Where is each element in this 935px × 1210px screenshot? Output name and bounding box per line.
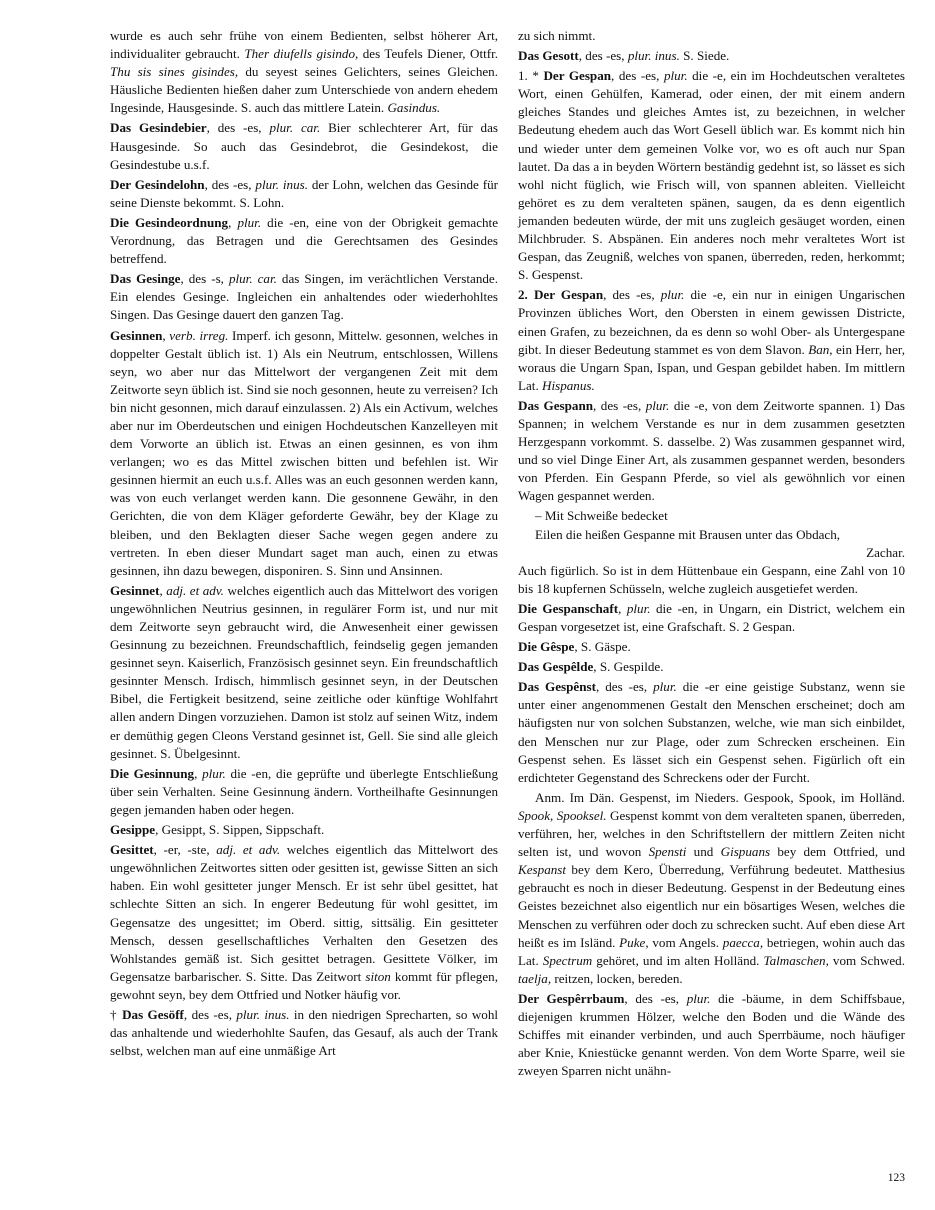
headword: Die Gesinnung (110, 765, 195, 781)
entry-gesperrbaum (518, 990, 905, 1080)
text-run: , S. Gäspe. (574, 639, 631, 655)
entry-gespann-figurative (518, 562, 905, 598)
text-run: , des -es, (578, 48, 628, 64)
entry-gesindelohn (110, 176, 498, 212)
left-column (110, 27, 498, 1062)
text-run: , S. Gespilde. (593, 659, 664, 675)
headword: Gesinnet (110, 582, 160, 598)
headword: Der Gesindelohn (110, 176, 205, 192)
text-run: , des -es, (603, 287, 661, 303)
text-run: † (110, 1006, 123, 1022)
entry-gespenst (518, 678, 905, 787)
verse-source: Zachar. (866, 544, 905, 560)
text-run: , (618, 600, 627, 616)
text-run: die -er eine geistige Substanz, wenn sie unter einer angenommenen Gestalt den Menschen erscheinet; doch am häufigsten nur von solchen Substanzen, welche, wie man sich einbildet, den Menschen nur zur Plage, oder zum Schrecken erscheinen. Ein Gespenst sehen. Es lässet sich ein Gespenst sehen. Figürlich oft ein erdichteter Gegenstand des Schreckens oder der Furcht. (518, 679, 906, 785)
italic-term: Talmaschen, (763, 952, 829, 968)
entry-gesittet (110, 841, 498, 1004)
text-run: , -er, -ste, (153, 842, 217, 858)
text-run: die -e, ein nur in einigen Ungarischen Provinzen übliches Wort, den Obersten in einem gewissen Districte, einen Grafen, zu bezeichnen, da es denn so wohl Ober- als Untergespane gibt. In dieser Bedeutung stammet es von dem Slavon. (518, 287, 905, 357)
italic-term: siton (365, 968, 391, 984)
headword: Das Gespênst (518, 679, 596, 695)
text-run: welches eigentlich auch das Mittelwort des vorigen ungewöhnlichen Neutrius gesinnen, in regulärer Form ist, und nur mit dem Zeitworte seyn gebraucht wird, die Anwesenheit einer gewissen Gesinnung zu bezeichnen. Freundschaftlich, feindselig gegen jemanden gesinnet seyn. Kaiserlich, Französisch gesinnet seyn. Ein freundschaftlich gesinnter Mensch. Irdisch, himmlisch gesinnet seyn, in der Deutschen Bibel, die Fertigkeit besitzend, seine zeitliche oder künftige Wohlfahrt allen andern Dingen vorzuziehen. Damon ist stolz auf seinen Witz, indem er demüthig gegen Cleons Verstand gesinnet ist, Gell. Sie sind alle gleich gesinnet. S. Übelgesinnt. (110, 582, 499, 761)
headword: Das Gespann (518, 397, 594, 413)
text-run: , des -es, (593, 397, 646, 413)
text-run: die -en, eine von der Obrigkeit gemachte Verordnung, das Betragen und die Gerechtsamen des Gesindes betreffend. (110, 214, 499, 267)
text-run: , (159, 582, 167, 598)
entry-gesinge (110, 270, 498, 324)
entry-gespelde (518, 658, 905, 676)
italic-term: plur. (626, 600, 651, 616)
entry-gespann (518, 397, 905, 506)
entry-gesinde-continued (110, 27, 498, 117)
text-run: bey dem Kero, Überredung, Verführung bedeutet. Matthesius gebraucht es noch in dieser Bedeutung. Gespenst in der Bedeutung eines Geistes bezeichnet also eigentlich nur ein bösartiges Wesen, welches die Menschen zu verführen oder doch zu schrecken sucht. Auf eben diese Art heißt es im Isländ. (518, 862, 905, 950)
italic-term: plur. car. (269, 120, 321, 136)
italic-term: taelja, (518, 970, 552, 986)
entry-gesoeff (110, 1006, 498, 1060)
text-run: , des -es, (595, 679, 654, 695)
italic-term: Gasindus. (387, 100, 441, 116)
text-run: , (228, 214, 238, 230)
entry-gesindebier (110, 119, 498, 173)
entry-gespenst-note (518, 789, 905, 988)
text-run: die -bäume, in dem Schiffsbaue, diejenigen krummen Hölzer, welche den Boden und die Wände des Schiffes mit einander verbinden, und auch Sperrbäume, noch häufiger aber Knie, Kniestücke genannt werden. Von dem Worte Sparre, weil sie zweyen Sparren nicht unähn- (518, 990, 905, 1079)
headword: Das Gespêlde (518, 659, 594, 675)
verse-line-1: – Mit Schweiße bedecket (535, 508, 668, 524)
italic-term: verb. irreg. (169, 327, 229, 343)
text-run: , Gesippt, S. Sippen, Sippschaft. (155, 822, 325, 838)
italic-term: Puke, (619, 934, 649, 950)
headword: Die Gespanschaft (518, 600, 619, 616)
text-run: kommt für pflegen, gewohnt seyn, bey dem Ottfried und Notker häufig vor. (110, 968, 498, 1002)
page-number: 123 (887, 1172, 905, 1184)
italic-term: plur. car. (228, 271, 277, 287)
headword: Das Gesindebier (110, 120, 207, 136)
text-run: des Teufels Diener, Ottfr. (358, 46, 498, 62)
italic-term: plur. (686, 990, 711, 1006)
italic-term: Kespanst (518, 862, 567, 878)
text-run: 1. * (518, 68, 544, 84)
headword: 2. Der Gespan (518, 287, 604, 303)
italic-term: adj. et adv. (216, 842, 281, 858)
italic-term: Ther diufells gisindo, (244, 46, 359, 62)
entry-gespan-1 (518, 67, 905, 284)
text-run: , (162, 327, 170, 343)
text-run: bey dem Ottfried, und (770, 844, 906, 860)
text-run: ein Herr, her, woraus die Ungarn Span, Ispan, und Gespan gebildet haben. Im mittlern Lat. (518, 341, 905, 393)
entry-gesinnung (110, 765, 498, 819)
headword: Das Gesott (518, 48, 579, 64)
text-run: , des -es, (183, 1006, 237, 1022)
headword: Das Gesöff (122, 1006, 184, 1022)
text-run: die -e, ein im Hochdeutschen veraltetes Wort, einen Gehülfen, Kamerad, oder einen, der mit einem andern gleiches Standes und gleiches Amtes ist, zu bezeichnen, in welcher Bedeutung ehedem auch das Wort Gesell üblich war. Es kommt nich hin und wieder unter dem gemeinen Volke vor, wo es oft auch nur Span lautet. Da das a in beyden Wörtern beständig gedehnt ist, so lässet es sich wohl nicht füglich, wie Frisch will, von spannen ableiten. Vielleicht gehöret es zu dem veralteten spänen, saugen, da es denn eigentlich jemanden bedeuten würde, der mit uns zugleich gesäuget worden, einen Milchbruder. S. Abspänen. Ein anderes noch mehr veraltetes Wort ist Gespan, das Zeugniß, welches von spanen, überreden, reden, herkommt; S. Gespenst. (518, 68, 905, 283)
text-run: , des -es, (206, 120, 270, 136)
italic-term: Gispuans (720, 844, 771, 860)
headword: Der Gespêrrbaum (518, 990, 625, 1006)
text-run: wurde es auch sehr frühe von einem Bedienten, selbst höherer Art, individualiter gebraucht. (110, 28, 498, 62)
italic-term: Spensti (648, 844, 687, 860)
text-run: Auch figürlich. So ist in dem Hüttenbaue ein Gespann, eine Zahl von 10 bis 18 kupfernen Schüsseln, welche zugleich ausgetiefet werden. (518, 562, 905, 596)
text-run: das Singen, im verächtlichen Verstande. Ein elendes Gesinge. Ingleichen ein anhaltendes oder wiederhohltes Singen. Das Gesinge dauert den ganzen Tag. (110, 271, 499, 323)
entry-gespanschaft (518, 600, 905, 636)
italic-term: plur. (653, 679, 677, 695)
text-run: , des -es, (624, 990, 687, 1006)
text-run: , (194, 765, 203, 781)
text-run: du seyest seines Gelichters, seines Gleichen. Häusliche Bedienten hießen daher zum Unterschiede von andern ehedem Ingesinde, Hausgesinde. S. auch das mittlere Latein. (110, 64, 498, 116)
italic-term: plur. (663, 68, 688, 84)
text-run: zu sich nimmt. (518, 28, 596, 43)
italic-term: adj. et adv. (166, 582, 224, 598)
entry-gesippe (110, 821, 498, 839)
italic-term: Spook, Spooksel. (518, 807, 607, 823)
headword: Die Gêspe (518, 639, 575, 655)
italic-term: plur. (202, 765, 226, 781)
text-run: S. Siede. (679, 48, 730, 64)
text-run: betriegen, wohin auch das Lat. (518, 934, 906, 968)
headword: Der Gespan (543, 68, 612, 84)
italic-term: plur. (660, 287, 685, 303)
verse-line-2: Eilen die heißen Gespanne mit Brausen unter das Obdach, (535, 526, 841, 542)
italic-term: paecca, (722, 934, 764, 950)
italic-term: plur. (645, 397, 670, 413)
entry-gesoeff-continued (518, 27, 905, 45)
italic-term: Hispanus. (542, 377, 595, 393)
entry-gespan-2 (518, 286, 905, 395)
text-run: die -en, die geprüfte und überlegte Entschließung über sein Verhalten. Seine Gesinnung ändern. Vortheilhafte Gesinnungen gegen jemanden haben oder hegen. (110, 765, 498, 817)
headword: Gesinnen (110, 327, 163, 343)
italic-term: Spectrum (542, 952, 593, 968)
right-column (518, 27, 905, 1082)
text-run: der Lohn, welchen das Gesinde für seine Dienste bekommt. S. Lohn. (110, 176, 498, 210)
italic-term: plur. inus. (255, 176, 308, 192)
text-run: vom Angels. (648, 934, 723, 950)
italic-term: plur. inus. (236, 1006, 290, 1022)
text-run: reitzen, locken, bereden. (551, 970, 683, 986)
headword: Gesippe (110, 822, 156, 838)
italic-term: Ban, (808, 341, 833, 357)
text-run: , des -es, (611, 68, 664, 84)
text-run: Gespenst kommt von dem veralteten spanen, überreden, verführen, her, welches in den Schriftstellern der mittlern Zeiten nicht selten ist, und wovon (518, 807, 905, 860)
text-run: Anm. Im Dän. Gespenst, im Nieders. Gespook, Spook, im Holländ. (535, 789, 905, 805)
italic-term: plur. (237, 214, 262, 230)
text-run: , des -s, (180, 271, 229, 287)
text-run: in den niedrigen Sprecharten, so wohl das anhaltende und wiederhohlte Saufen, das Gesauf, als auch der Trank selbst, welchen man auf eine unmäßige Art (110, 1006, 499, 1059)
text-run: die -e, von dem Zeitworte spannen. 1) Das Spannen; in welchem Verstande es nur in dem zusammen gesetzten Herzgespann vorkommt. S. dasselbe. 2) Was zusammen gespannet wird, und so viel Dinge Einer Art, als zusammen gespannet werden, besonders von Pferden. Ein Gespann Pferde, so viel als gewöhnlich vor einen Wagen gespannet werden. (518, 397, 905, 504)
headword: Gesittet (110, 842, 154, 858)
entry-gesott (518, 47, 905, 65)
text-run: die -en, in Ungarn, ein District, welchem ein Gespan vorgesetzet ist, eine Grafschaft. S. 2 Gespan. (518, 600, 905, 634)
text-run: , des -es, (204, 176, 256, 192)
text-run: Bier schlechterer Art, für das Hausgesinde. So auch das Gesindebrot, die Gesindekost, die Gesindestube u.s.f. (110, 120, 498, 172)
entry-gesindeordnung (110, 214, 498, 268)
text-run: Imperf. ich gesonn, Mittelw. gesonnen, welches in doppelter Gestalt üblich ist. 1) Als ein Neutrum, entschlossen, Willens seyn, wo aber nur das Mittelwort der vergangenen Zeit mit dem Zeitworte seyn üblich ist. Sind sie noch gesonnen, heute zu verreisen? Ich bin nicht gesonnen, mich darauf einzulassen. 2) Als ein Activum, welches aber nur im Oberdeutschen und einigen Hochdeutschen Kanzelleyen mit dem Vorworte an üblich ist. Etwas an einen gesinnen, es von ihm verlangen; wo es das Mittel zwischen bitten und befehlen ist. Wir gesinnen hiermit an euch u.s.f. Alles was an euch gesonnen werden kann, was von euch verlanget werden kann. Die gesonnene Gewähr, in den Gerichten, die von dem Kläger geforderte Gewähr, bey der Klage zu bleiben, und den Beklagten dieser Sache wegen gegen andere zu vertreten. In eben dieser Mundart saget man auch, einen zu etwas gesinnen, ihn dazu bewegen, disponiren. S. Sinn und Ansinnen. (110, 327, 498, 578)
entry-gespe (518, 638, 905, 656)
italic-term: Thu sis sines gisindes, (110, 64, 239, 80)
text-run: vom Schwed. (828, 952, 905, 968)
entry-gesinnen (110, 327, 498, 580)
text-run: und (686, 844, 721, 860)
text-run: gehöret, und im alten Holländ. (592, 952, 764, 968)
entry-gesinnet (110, 582, 498, 763)
headword: Die Gesindeordnung (110, 214, 229, 230)
headword: Das Gesinge (110, 271, 181, 287)
italic-term: plur. inus. (627, 48, 680, 64)
text-run: welches eigentlich das Mittelwort des ungewöhnlichen Zeitwortes sitten oder gesitten ist, gewisse Sitten an sich haben. Ein wohl gesitteter junger Mensch. Er ist sehr übel gesittet, hat schlechte Sitten an sich. In engerer Bedeutung für wohl gesittet, im Gegensatze des ungesittet; im Oberd. sittig, sittsälig. Ein gesitteter Mensch, dessen gesellschaftliches Verhalten den Gesetzen des Wohlstandes gemäß ist. Sich gesittet betragen. Gesittete Völker, im Gegensatze barbarischer. S. Sitte. Das Zeitwort (110, 842, 498, 984)
